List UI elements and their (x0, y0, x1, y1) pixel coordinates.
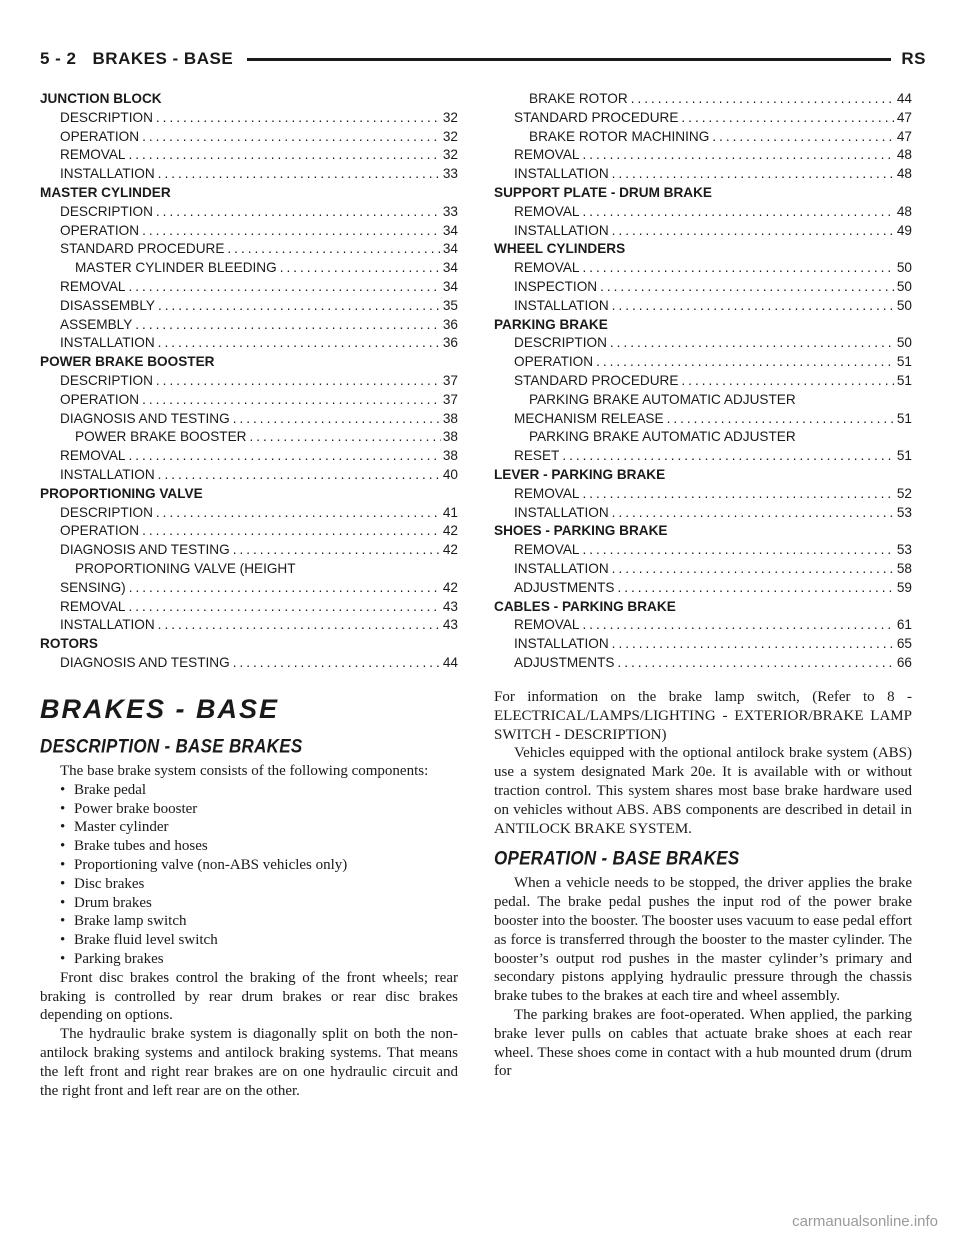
component-item: • Proportioning valve (non-ABS vehicles only) (60, 856, 458, 875)
toc-page-number: 40 (442, 466, 458, 482)
toc-page-number: 36 (442, 335, 458, 351)
toc-entry-title: POWER BRAKE BOOSTER (75, 429, 247, 445)
toc-leader-dots (579, 485, 894, 504)
toc-entry (40, 203, 458, 222)
toc-entry-title: BRAKE ROTOR MACHINING (529, 128, 710, 144)
toc-entry (40, 372, 458, 391)
toc-page-number: 50 (896, 335, 912, 351)
toc-entry (40, 165, 458, 184)
component-item: • Disc brakes (60, 875, 458, 894)
toc-leader-dots (609, 297, 895, 316)
toc-entry-title: REMOVAL (514, 260, 580, 276)
component-item: • Power brake booster (60, 800, 458, 819)
toc-entry-title: STANDARD PROCEDURE (514, 372, 679, 388)
toc-entry (40, 109, 458, 128)
toc-leader-dots (155, 466, 441, 485)
toc-page-number: 38 (442, 410, 458, 426)
toc-page-number: 49 (896, 222, 912, 238)
toc-entry-title: STANDARD PROCEDURE (514, 109, 679, 125)
toc-entry (494, 334, 912, 353)
toc-page-number: 50 (896, 278, 912, 294)
toc-entry-title: REMOVAL (514, 147, 580, 163)
toc-column-left (40, 90, 458, 673)
toc-page-number: 51 (896, 410, 912, 426)
toc-entry (40, 616, 458, 635)
component-item: • Brake tubes and hoses (60, 837, 458, 856)
toc-leader-dots (139, 222, 441, 241)
toc-entry (494, 485, 912, 504)
toc-entry-title: REMOVAL (60, 448, 126, 464)
toc-entry (494, 635, 912, 654)
toc-page-number: 51 (896, 372, 912, 388)
toc-entry (40, 128, 458, 147)
toc-section-heading (494, 240, 912, 259)
toc-entry-title: DESCRIPTION (60, 504, 153, 520)
toc-page-number: 37 (442, 391, 458, 407)
toc-entry-title: DESCRIPTION (60, 203, 153, 219)
toc-leader-dots (678, 109, 894, 128)
toc-leader-dots (597, 278, 895, 297)
toc-entry-title: PARKING BRAKE AUTOMATIC ADJUSTER (529, 429, 796, 445)
toc-entry-title: OPERATION (60, 128, 140, 144)
toc-leader-dots (230, 541, 441, 560)
toc-page-number: 43 (442, 598, 458, 614)
toc-entry (494, 222, 912, 241)
toc-entry-title: REMOVAL (514, 203, 580, 219)
toc-entry-title: POWER BRAKE BOOSTER (40, 354, 215, 370)
toc-page-number: 38 (442, 429, 458, 445)
toc-entry-title: REMOVAL (60, 147, 126, 163)
toc-leader-dots (155, 616, 441, 635)
toc-leader-dots (125, 278, 440, 297)
toc-entry (40, 410, 458, 429)
toc-page-number: 48 (896, 166, 912, 182)
toc-entry (40, 222, 458, 241)
toc-entry (494, 203, 912, 222)
toc-entry-title: MECHANISM RELEASE (514, 410, 664, 426)
toc-entry-title: OPERATION (514, 354, 594, 370)
toc-leader-dots (125, 146, 440, 165)
toc-entry-title: DESCRIPTION (60, 109, 153, 125)
toc-entry-title: OPERATION (60, 523, 140, 539)
toc-entry-title: INSTALLATION (514, 560, 609, 576)
toc-page-number: 50 (896, 297, 912, 313)
toc-entry (40, 560, 458, 579)
toc-page-number: 37 (442, 372, 458, 388)
toc-page-number: 61 (896, 617, 912, 633)
toc-page-number: 42 (442, 523, 458, 539)
toc-leader-dots (153, 109, 441, 128)
operation-paragraph: When a vehicle needs to be stopped, the driver applies the brake pedal. The brake pedal pushes the input rod of the power brake booster into the booster. The booster uses vacuum to ease pedal effort as force is transferred through the booster to the master cylinder. The booster’s output rod pushes in the master cylinder’s primary and secondary pistons applying hydraulic pressure through the chassis brake tubes to the brakes at each tire and wheel assembly. (494, 875, 912, 1005)
toc-entry-title: INSTALLATION (60, 617, 155, 633)
toc-section-heading (40, 184, 458, 203)
toc-leader-dots (609, 504, 895, 523)
toc-page-number: 34 (442, 260, 458, 276)
toc-section-heading (40, 635, 458, 654)
toc-page-number: 32 (442, 147, 458, 163)
description-paragraph: Front disc brakes control the braking of the front wheels; rear braking is controlled by rear drum brakes or rear disc brakes depending on options. (40, 969, 458, 1024)
component-item: • Brake pedal (60, 781, 458, 800)
toc-page-number: 47 (896, 109, 912, 125)
toc-page-number: 66 (896, 654, 912, 670)
description-intro: The base brake system consists of the following components: (60, 763, 429, 779)
toc-entry-title: DESCRIPTION (514, 335, 607, 351)
toc-leader-dots (125, 598, 440, 617)
toc-page-number: 38 (442, 448, 458, 464)
toc-entry-title: INSPECTION (514, 278, 598, 294)
operation-paragraph: The parking brakes are foot-operated. When applied, the parking brake lever pulls on cables that actuate brake shoes at each rear wheel. These shoes come in contact with a hub mounted drum (drum for (494, 1006, 912, 1080)
toc-leader-dots (579, 146, 894, 165)
toc-leader-dots (579, 259, 894, 278)
toc-leader-dots (139, 391, 441, 410)
toc-leader-dots (579, 616, 894, 635)
toc-section-heading (494, 598, 912, 617)
toc-page-number: 53 (896, 504, 912, 520)
toc-entry-title: DIAGNOSIS AND TESTING (60, 410, 230, 426)
toc-entry (40, 391, 458, 410)
toc-entry (494, 410, 912, 429)
toc-entry (40, 522, 458, 541)
body-column-left (40, 688, 458, 1100)
component-item: • Drum brakes (60, 894, 458, 913)
watermark: carmanualsonline.info (792, 1213, 938, 1230)
toc-entry-title: CABLES - PARKING BRAKE (494, 598, 676, 614)
toc-page-number: 34 (442, 222, 458, 238)
toc-entry-title: SHOES - PARKING BRAKE (494, 523, 668, 539)
toc-entry (40, 316, 458, 335)
toc-page-number: 32 (442, 128, 458, 144)
toc-entry-title: ROTORS (40, 636, 98, 652)
toc-entry-title: MASTER CYLINDER (40, 184, 171, 200)
toc-entry-title: INSTALLATION (514, 504, 609, 520)
toc-entry (40, 278, 458, 297)
toc-entry-title: PROPORTIONING VALVE (HEIGHT (75, 560, 296, 576)
toc-section-heading (40, 90, 458, 109)
toc-page-number: 65 (896, 636, 912, 652)
toc-entry (40, 579, 458, 598)
toc-leader-dots (230, 654, 441, 673)
toc-entry (40, 240, 458, 259)
header-rule (247, 58, 891, 61)
toc-entry-title: INSTALLATION (514, 166, 609, 182)
toc-entry-title: INSTALLATION (60, 466, 155, 482)
toc-leader-dots (132, 316, 441, 335)
toc-entry (494, 109, 912, 128)
toc-page-number: 34 (442, 278, 458, 294)
operation-heading: OPERATION - BASE BRAKES (494, 847, 740, 870)
toc-leader-dots (155, 334, 441, 353)
toc-page-number: 53 (896, 542, 912, 558)
toc-entry (40, 598, 458, 617)
toc-page-number: 43 (442, 617, 458, 633)
brake-lamp-reference: For information on the brake lamp switch, (Refer to 8 - ELECTRICAL/LAMPS/LIGHTING - EXTERIOR/BRAKE LAMP SWITCH - DESCRIPTION) (494, 689, 912, 743)
toc-entry-title: PROPORTIONING VALVE (40, 485, 203, 501)
toc-entry (494, 579, 912, 598)
toc-leader-dots (678, 372, 894, 391)
components-list (40, 781, 458, 969)
toc-entry (494, 654, 912, 673)
toc-leader-dots (126, 579, 441, 598)
toc-entry-title: MASTER CYLINDER BLEEDING (75, 260, 277, 276)
component-item: • Parking brakes (60, 950, 458, 969)
toc-leader-dots (609, 222, 895, 241)
toc-page-number: 58 (896, 560, 912, 576)
toc-entry-title: SENSING) (60, 579, 126, 595)
component-item: • Brake fluid level switch (60, 931, 458, 950)
toc-leader-dots (579, 541, 894, 560)
toc-entry (40, 504, 458, 523)
toc-entry (494, 391, 912, 410)
toc-page-number: 50 (896, 260, 912, 276)
toc-entry-title: OPERATION (60, 391, 140, 407)
toc-leader-dots (664, 410, 895, 429)
toc-entry-title: RESET (514, 448, 560, 464)
body-column-right (494, 688, 912, 1081)
toc-entry-title: DESCRIPTION (60, 372, 153, 388)
toc-column-right (494, 90, 912, 673)
component-item: • Brake lamp switch (60, 912, 458, 931)
toc-entry (494, 616, 912, 635)
toc-entry-title: ADJUSTMENTS (514, 654, 615, 670)
toc-entry (494, 128, 912, 147)
toc-entry (494, 146, 912, 165)
toc-entry (494, 297, 912, 316)
toc-entry-title: PARKING BRAKE (494, 316, 608, 332)
toc-entry (40, 466, 458, 485)
toc-leader-dots (709, 128, 895, 147)
toc-page-number: 36 (442, 316, 458, 332)
component-item: • Master cylinder (60, 818, 458, 837)
toc-entry (494, 560, 912, 579)
toc-entry-title: LEVER - PARKING BRAKE (494, 466, 666, 482)
toc-page-number: 52 (896, 485, 912, 501)
toc-entry (494, 165, 912, 184)
toc-entry-title: REMOVAL (60, 278, 126, 294)
toc-entry (494, 353, 912, 372)
model-code: RS (901, 49, 926, 68)
page-header (40, 44, 926, 74)
toc-page-number: 44 (896, 91, 912, 106)
toc-entry-title: STANDARD PROCEDURE (60, 241, 225, 257)
toc-entry-title: INSTALLATION (60, 166, 155, 182)
toc-leader-dots (277, 259, 441, 278)
toc-section-heading (494, 184, 912, 203)
toc-page-number: 32 (442, 109, 458, 125)
toc-entry-title: REMOVAL (514, 617, 580, 633)
toc-page-number: 51 (896, 448, 912, 464)
toc-leader-dots (139, 522, 441, 541)
toc-page-number: 59 (896, 579, 912, 595)
toc-entry-title: INSTALLATION (60, 335, 155, 351)
toc-leader-dots (607, 334, 895, 353)
toc-page-number: 41 (442, 504, 458, 520)
toc-entry (40, 428, 458, 447)
toc-page-number: 35 (442, 297, 458, 313)
toc-leader-dots (614, 579, 894, 598)
toc-leader-dots (246, 428, 440, 447)
toc-entry-title: DIAGNOSIS AND TESTING (60, 654, 230, 670)
toc-entry-title: DISASSEMBLY (60, 297, 155, 313)
toc-entry-title: SUPPORT PLATE - DRUM BRAKE (494, 184, 713, 200)
toc-leader-dots (155, 165, 441, 184)
toc-leader-dots (153, 504, 441, 523)
toc-entry (40, 146, 458, 165)
toc-leader-dots (125, 447, 440, 466)
toc-entry (494, 428, 912, 447)
toc-page-number: 34 (442, 241, 458, 257)
page-number: 5 - 2 (40, 49, 77, 68)
toc-entry-title: INSTALLATION (514, 636, 609, 652)
toc-leader-dots (609, 165, 895, 184)
toc-entry (40, 447, 458, 466)
toc-page-number: 48 (896, 147, 912, 163)
description-paragraph: The hydraulic brake system is diagonally split on both the non-antilock braking systems and antilock braking systems. That means the left front and right rear brakes are on one hydraulic circuit and the right front and left rear are on the other. (40, 1026, 458, 1099)
toc-section-heading (494, 522, 912, 541)
toc-entry (40, 541, 458, 560)
toc-entry (494, 278, 912, 297)
chapter-title: BRAKES - BASE (92, 49, 234, 68)
toc-entry-title: REMOVAL (514, 542, 580, 558)
toc-page-number: 33 (442, 166, 458, 182)
toc-page-number: 42 (442, 579, 458, 595)
toc-page-number: 47 (896, 128, 912, 144)
toc-entry-title: WHEEL CYLINDERS (494, 241, 626, 257)
toc-entry-title: OPERATION (60, 222, 140, 238)
toc-leader-dots (593, 353, 895, 372)
toc-leader-dots (579, 203, 894, 222)
toc-page-number: 44 (442, 654, 458, 670)
toc-entry (40, 259, 458, 278)
toc-leader-dots (628, 90, 895, 109)
toc-leader-dots (559, 447, 895, 466)
toc-leader-dots (155, 297, 441, 316)
toc-section-heading (40, 485, 458, 504)
main-title: BRAKES - BASE (40, 694, 280, 724)
toc-leader-dots (139, 128, 441, 147)
toc-entry (494, 504, 912, 523)
toc-entry (494, 541, 912, 560)
toc-leader-dots (609, 560, 895, 579)
toc-section-heading (40, 353, 458, 372)
toc-leader-dots (153, 203, 441, 222)
toc-leader-dots (224, 240, 440, 259)
toc-entry-title: REMOVAL (514, 485, 580, 501)
toc-entry (494, 447, 912, 466)
toc-entry (40, 297, 458, 316)
toc-entry-title: JUNCTION BLOCK (40, 91, 162, 106)
toc-entry (40, 654, 458, 673)
toc-leader-dots (230, 410, 441, 429)
toc-page-number: 42 (442, 542, 458, 558)
toc-entry (494, 259, 912, 278)
toc-entry-title: INSTALLATION (514, 222, 609, 238)
toc-section-heading (494, 316, 912, 335)
toc-section-heading (494, 466, 912, 485)
toc-leader-dots (153, 372, 441, 391)
toc-entry (494, 372, 912, 391)
toc-entry-title: PARKING BRAKE AUTOMATIC ADJUSTER (529, 391, 796, 407)
toc-entry (40, 334, 458, 353)
toc-entry-title: ASSEMBLY (60, 316, 133, 332)
toc-entry (494, 90, 912, 109)
toc-leader-dots (614, 654, 894, 673)
abs-paragraph: Vehicles equipped with the optional antilock brake system (ABS) use a system designated Mark 20e. It is available with or without traction control. This system shares most base brake hardware used on vehicles without ABS. ABS components are described in detail in ANTILOCK BRAKE SYSTEM. (494, 745, 912, 837)
toc-entry-title: ADJUSTMENTS (514, 579, 615, 595)
toc-page-number: 51 (896, 354, 912, 370)
toc-entry-title: BRAKE ROTOR (529, 91, 628, 106)
toc-entry-title: DIAGNOSIS AND TESTING (60, 542, 230, 558)
toc-entry-title: INSTALLATION (514, 297, 609, 313)
toc-leader-dots (609, 635, 895, 654)
toc-page-number: 33 (442, 203, 458, 219)
description-heading: DESCRIPTION - BASE BRAKES (40, 735, 303, 758)
toc-page-number: 48 (896, 203, 912, 219)
toc-entry-title: REMOVAL (60, 598, 126, 614)
